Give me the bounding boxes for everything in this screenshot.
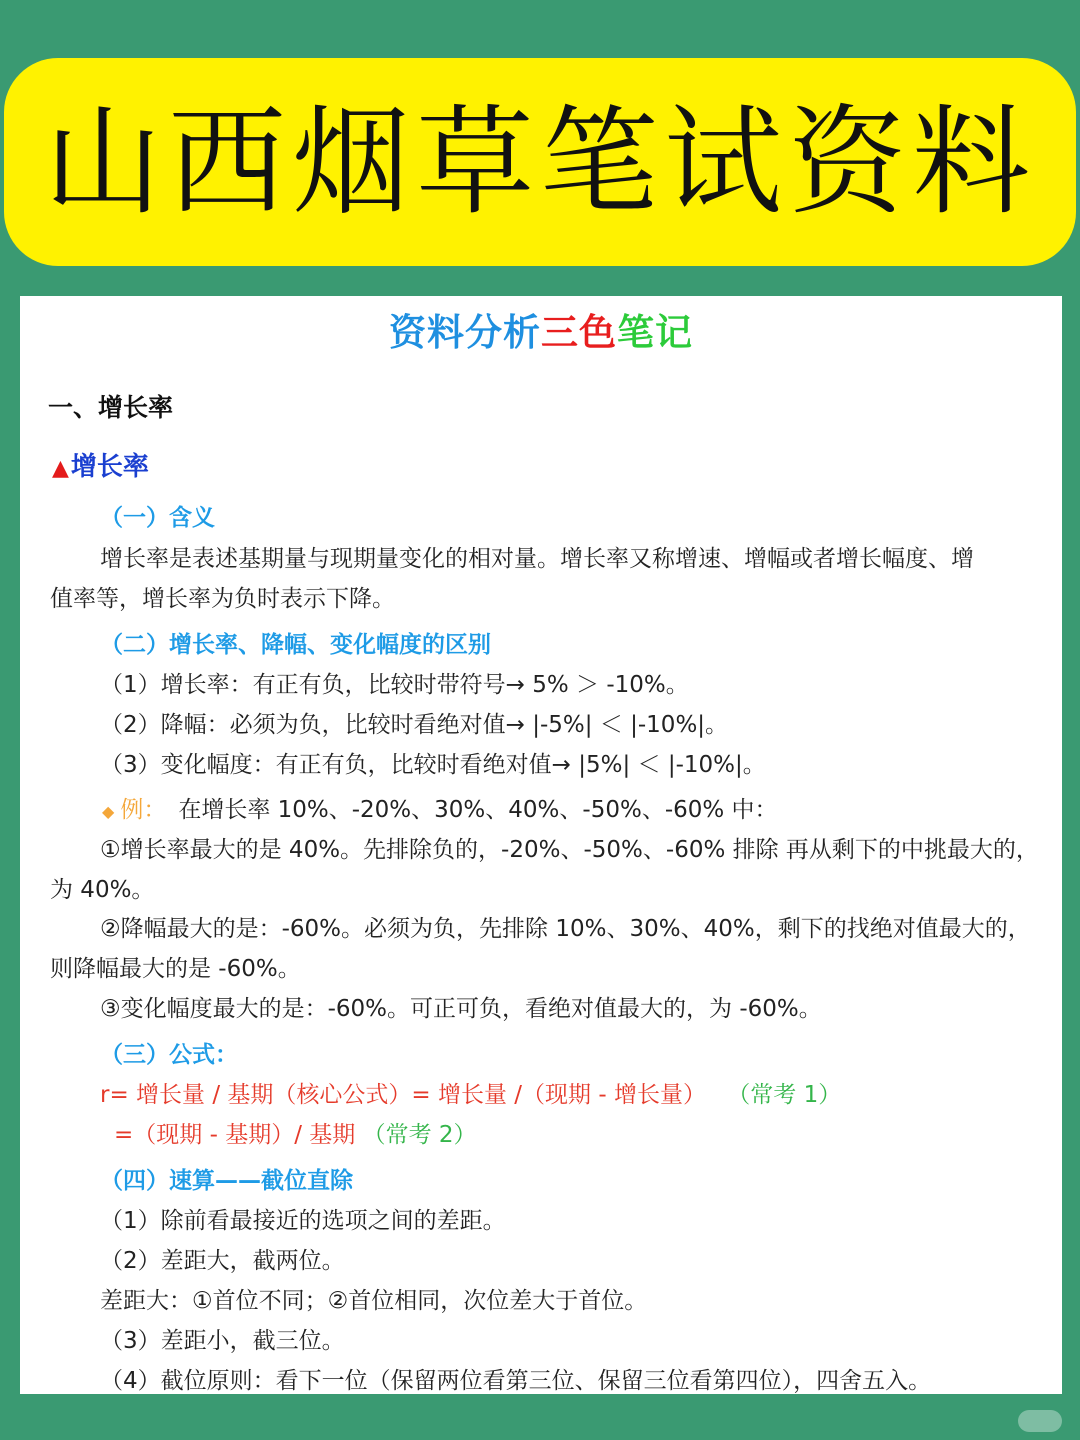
formula-text: =（现期 - 基期）/ 基期 — [114, 1122, 356, 1148]
title-banner — [4, 58, 1076, 266]
formula-line — [114, 1122, 477, 1150]
topic-heading-label: 增长率 — [70, 452, 149, 482]
subheading-formula: （三）公式： — [100, 1042, 238, 1068]
example-answer-line: ①增长率最大的是 40%。先排除负的，-20%、-50%、-60% 排除 再从剩下的中挑最大的， — [100, 837, 1039, 863]
topic-heading — [52, 452, 149, 483]
paragraph-line: 增长率是表述基期量与现期量变化的相对量。增长率又称增速、增幅或者增长幅度、增 — [100, 546, 974, 572]
example-answer-line: ③变化幅度最大的是：-60%。可正可负，看绝对值最大的，为 -60%。 — [100, 996, 822, 1022]
banner-title: 山西烟草笔试资料 — [43, 93, 1036, 231]
title-part-red: 三色 — [541, 311, 617, 354]
step-line: （3）差距小，截三位。 — [100, 1328, 345, 1354]
example-line — [102, 797, 778, 825]
step-line: 差距大：①首位不同；②首位相同，次位差大于首位。 — [100, 1288, 648, 1314]
title-part-blue: 资料分析 — [389, 311, 541, 354]
rule-line: （3）变化幅度：有正有负，比较时看绝对值→ |5%| ＜ |-10%|。 — [100, 752, 766, 778]
step-line: （1）除前看最接近的选项之间的差距。 — [100, 1208, 506, 1234]
paragraph-line: 值率等，增长率为负时表示下降。 — [50, 586, 395, 612]
rule-line: （2）降幅：必须为负，比较时看绝对值→ |-5%| ＜ |-10%|。 — [100, 712, 729, 738]
watermark — [1018, 1410, 1062, 1432]
title-part-green: 笔记 — [617, 311, 693, 354]
document-title — [20, 302, 1062, 356]
diamond-icon: ◆ — [102, 802, 115, 821]
triangle-icon: ▲ — [52, 456, 69, 481]
formula-note: （常考 1） — [727, 1082, 842, 1108]
example-text: 在增长率 10%、-20%、30%、40%、-50%、-60% 中： — [178, 797, 778, 823]
section-heading: 一、增长率 — [48, 393, 174, 422]
formula-line — [100, 1082, 841, 1110]
example-answer-line: 为 40%。 — [50, 877, 155, 903]
subheading-meaning: （一）含义 — [100, 505, 215, 531]
step-line: （2）差距大，截两位。 — [100, 1248, 345, 1274]
example-label: 例： — [120, 797, 167, 823]
subheading-quick-calc: （四）速算——截位直除 — [100, 1168, 353, 1194]
formula-note: （常考 2） — [362, 1122, 477, 1148]
formula-text: r= 增长量 / 基期（核心公式）= 增长量 /（现期 - 增长量） — [100, 1082, 706, 1108]
example-answer-line: ②降幅最大的是：-60%。必须为负，先排除 10%、30%、40%，剩下的找绝对值最大的， — [100, 916, 1031, 942]
example-answer-line: 则降幅最大的是 -60%。 — [50, 956, 301, 982]
document-page — [20, 296, 1062, 1394]
step-line: （4）截位原则：看下一位（保留两位看第三位、保留三位看第四位），四舍五入。 — [100, 1368, 932, 1394]
subheading-difference: （二）增长率、降幅、变化幅度的区别 — [100, 632, 491, 658]
rule-line: （1）增长率：有正有负，比较时带符号→ 5% ＞ -10%。 — [100, 672, 689, 698]
